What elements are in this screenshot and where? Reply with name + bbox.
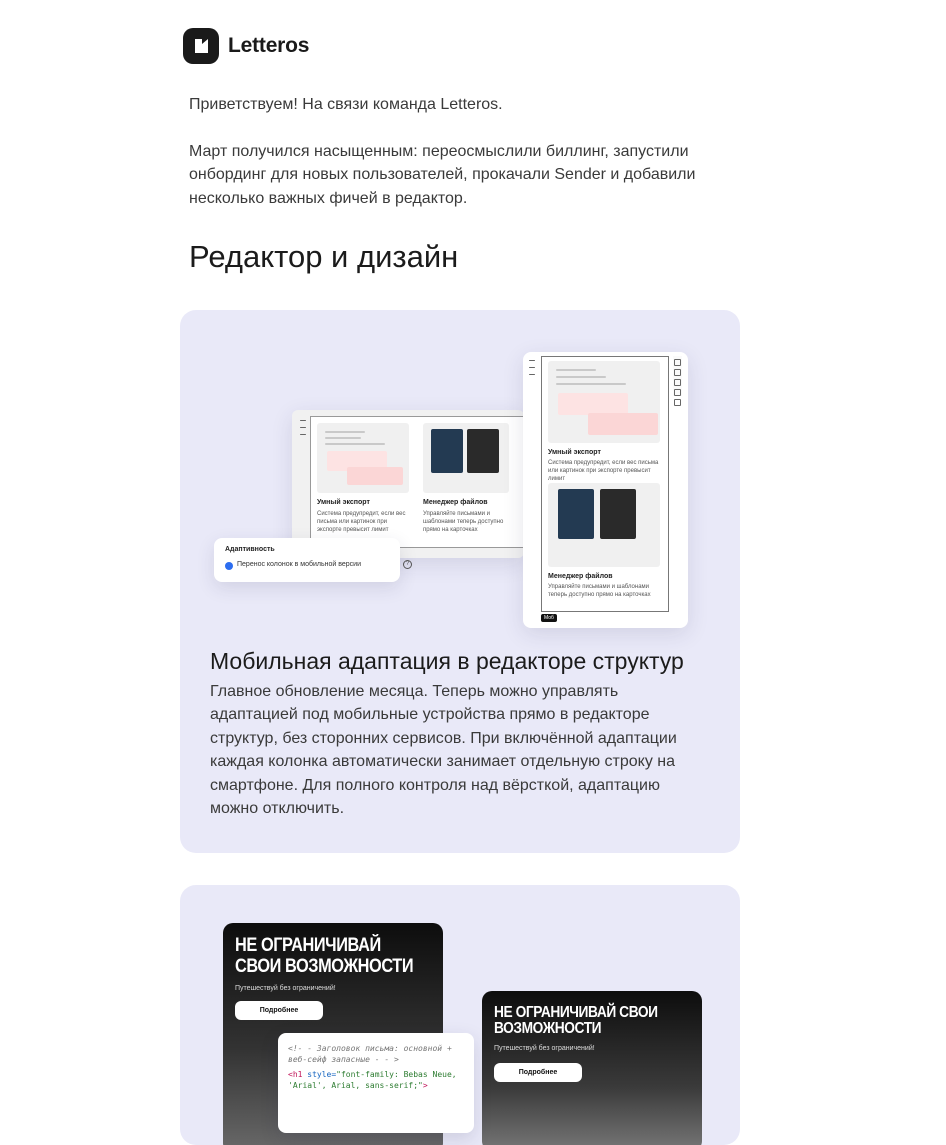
banner-title: НЕ ОГРАНИЧИВАЙ СВОИ ВОЗМОЖНОСТИ bbox=[494, 1004, 658, 1037]
code-value: "font-family: Bebas Neue, 'Arial', Arial, sans-serif;" bbox=[288, 1070, 457, 1090]
code-line bbox=[288, 1069, 464, 1091]
mobile-smart-export-text: Система предупредит, если вес письма или картинок при экспорте превысит лимит bbox=[548, 460, 659, 482]
copy-icon[interactable] bbox=[674, 369, 681, 376]
image-icon[interactable] bbox=[674, 389, 681, 396]
file-manager-text: Управляйте письмами и шаблонами теперь доступно прямо на карточках bbox=[423, 511, 504, 533]
desktop-editor-mockup bbox=[292, 410, 524, 558]
file-manager-preview bbox=[423, 423, 509, 493]
banner-title: НЕ ОГРАНИЧИВАЙ СВОИ ВОЗМОЖНОСТИ bbox=[235, 935, 414, 977]
adaptivity-checkbox[interactable] bbox=[225, 562, 233, 570]
code-tag: <h1 bbox=[288, 1070, 303, 1079]
file-manager-title: Менеджер файлов bbox=[423, 499, 488, 506]
feature-card-mobile-adaptation bbox=[180, 310, 740, 853]
intro-text bbox=[189, 93, 729, 233]
editor-frame bbox=[310, 416, 524, 548]
smart-export-text: Система предупредит, если вес письма или картинок при экспорте превысит лимит bbox=[317, 511, 406, 533]
export-preview bbox=[317, 423, 409, 493]
code-close: > bbox=[422, 1081, 428, 1090]
mobile-frame bbox=[541, 356, 669, 612]
adaptivity-option-label: Перенос колонок в мобильной версии bbox=[237, 561, 361, 568]
mobile-tag: Моб bbox=[541, 614, 557, 622]
code-icon[interactable] bbox=[674, 379, 681, 386]
banner-subtitle: Путешествуй без ограничений! bbox=[235, 985, 336, 992]
banner-button[interactable]: Подробнее bbox=[494, 1063, 582, 1082]
mobile-file-manager-text: Управляйте письмами и шаблонами теперь доступно прямо на карточках bbox=[548, 584, 651, 598]
banner-button[interactable]: Подробнее bbox=[235, 1001, 323, 1020]
delete-icon[interactable] bbox=[674, 399, 681, 406]
feature-card-fonts bbox=[180, 885, 740, 1145]
adaptivity-popup bbox=[214, 538, 410, 582]
brand-name: Letteros bbox=[228, 34, 310, 57]
move-handle-icon bbox=[529, 358, 535, 378]
mobile-file-manager-title: Менеджер файлов bbox=[548, 573, 613, 580]
mobile-toolbar bbox=[673, 356, 682, 396]
move-handle-icon bbox=[300, 418, 306, 440]
mobile-smart-export-title: Умный экспорт bbox=[548, 449, 601, 456]
brand-logo[interactable] bbox=[183, 28, 309, 64]
card-text: Главное обновление месяца. Теперь можно управлять адаптацией под мобильные устройства прямо в редакторе структур, без сторонних сервисов. При включённой адаптации каждая колонка автоматически занимает отдельную строку на смартфоне. Для полного контроля над вёрсткой, адаптацию можно отключить. bbox=[210, 683, 677, 818]
section-title: Редактор и дизайн bbox=[189, 239, 459, 274]
summary: Март получился насыщенным: переосмыслили биллинг, запустили онбординг для новых пользователей, прокачали Sender и добавили несколько важных фичей в редактор. bbox=[189, 142, 696, 207]
banner-subtitle: Путешествуй без ограничений! bbox=[494, 1045, 595, 1052]
help-icon[interactable]: ? bbox=[403, 560, 412, 569]
code-snippet bbox=[278, 1033, 474, 1133]
greeting: Приветствуем! На связи команда Letteros. bbox=[189, 96, 503, 113]
letteros-logo-icon bbox=[183, 28, 219, 64]
settings-icon[interactable] bbox=[674, 359, 681, 366]
mobile-file-manager-preview bbox=[548, 483, 660, 567]
code-comment: <!- - Заголовок письма: основной + веб-сейф запасные - - > bbox=[288, 1044, 452, 1064]
code-attr: style= bbox=[302, 1070, 337, 1079]
email-banner-mobile bbox=[482, 991, 702, 1145]
mobile-editor-mockup bbox=[523, 352, 688, 628]
mobile-export-preview bbox=[548, 361, 660, 443]
smart-export-title: Умный экспорт bbox=[317, 499, 370, 506]
adaptivity-title: Адаптивность bbox=[225, 546, 275, 553]
card-title: Мобильная адаптация в редакторе структур bbox=[210, 648, 684, 674]
